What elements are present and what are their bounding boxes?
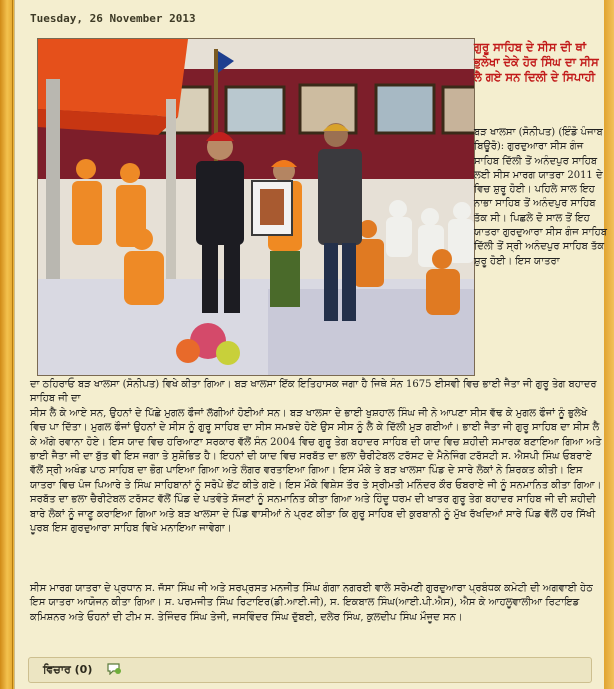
post-intro-text: ਬੜ ਖਾਲਸਾ (ਸੋਨੀਪਤ) (ਇੰਡੋ ਪੰਜਾਬ ਬਿਊਰੋ): ਗੁਰਦੁਆਰਾ ਸੀਸ ਗੰਜ ਸਾਹਿਬ ਦਿੱਲੀ ਤੋਂ ਅਨੰਦਪੁਰ ਸਾਹਿਬ ਲਈ ਸੀਸ ਮਾਰਗ ਯਾਤਰਾ 2011 ਦੇ ਵਿਚ ਸ਼ੁਰੂ ਹੋਈ। ਪਹਿਲੇ ਸਾਲ ਇਹ ਨਾਭਾ ਸਾਹਿਬ ਤੋਂ ਅਨੰਦਪੁਰ ਸਾਹਿਬ ਤੱਕ ਸੀ। ਪਿਛਲੇ ਦੋ ਸਾਲ ਤੋਂ ਇਹ ਯਾਤਰਾ ਗੁਰਦੁਆਰਾ ਸੀਸ ਗੰਜ ਸਾਹਿਬ ਦਿੱਲੀ ਤੋਂ ਸ੍ਰੀ ਅਨੰਦਪੁਰ ਸਾਹਿਬ ਤੱਕ ਸ਼ੁਰੂ ਹੋਈ। ਇਸ ਯਾਤਰਾ (474, 127, 608, 267)
post-body-paragraph-2: ਸੀਸ ਮਾਰਗ ਯਾਤਰਾ ਦੇ ਪ੍ਰਧਾਨ ਸ. ਜੱਸਾ ਸਿੰਘ ਜੀ ਅਤੇ ਸਰਪ੍ਰਸਤ ਮਨਜੀਤ ਸਿੰਘ ਗੰਗਾ ਨਗਰਈ ਵਾਲੇ ਸਰੋਮਣੀ ਗੁਰਦੁਆਰਾ ਪ੍ਰਬੰਧਕ ਕਮੇਟੀ ਦੀ ਅਗਵਾਈ ਹੇਠ ਇਸ ਯਾਤਰਾ ਆਯੋਜਨ ਕੀਤਾ ਗਿਆ। ਸ. ਪਰਮਜੀਤ ਸਿੰਘ ਰਿਟਾਇਰ(ਡੀ.ਆਈ.ਜੀ), ਸ. ਇਕਬਾਲ ਸਿੰਘ(ਆਈ.ਪੀ.ਐਸ), ਐਸ ਕੇ ਆਹਲੂਵਾਲੀਆ ਰਿਟਾਇਡ ਕਮਿਸ਼ਨਰ ਅਤੇ ਓਹਨਾਂ ਦੀ ਟੀਮ ਸ. ਤੇਜਿੰਦਰ ਸਿੰਘ ਤੇਜੀ, ਜਸਵਿੰਦਰ ਸਿੰਘ ਦੁੱਬਈ, ਦਲੇਰ ਸਿੰਘ, ਕੁਲਦੀਪ ਸਿੰਘ ਮੌਜੂਦ ਸਨ। (30, 583, 593, 623)
right-border (604, 0, 614, 689)
left-border (0, 0, 13, 689)
comment-bubble-icon[interactable] (107, 663, 121, 675)
post-date: Tuesday, 26 November 2013 (30, 12, 196, 25)
comments-bar (28, 657, 592, 683)
comments-link[interactable]: ਵਿਚਾਰ (0) (43, 663, 93, 676)
post-photo (37, 38, 475, 376)
post-title[interactable]: ਗੁਰੂ ਸਾਹਿਬ ਦੇ ਸੀਸ ਦੀ ਥਾਂ ਭੁਲੇਖਾ ਦੇਕੇ ਹੋਰ ਸਿੰਘ ਦਾ ਸੀਸ ਲੈ ਗਏ ਸਨ ਦਿਲੀ ਦੇ ਸਿਪਾਹੀ (474, 40, 599, 84)
post-body-paragraph-1: ਦਾ ਠਹਿਰਾਓ ਬੜ ਖਾਲਸਾ (ਸੋਨੀਪਤ) ਵਿਖੇ ਕੀਤਾ ਗਿਆ। ਬੜ ਖਾਲਸਾ ਇੱਕ ਇਤਿਹਾਸਕ ਜਗਾ ਹੈ ਜਿਥੇ ਸੰਨ 1675 ਈਸਵੀ ਵਿਚ ਭਾਈ ਜੈਤਾ ਜੀ ਗੁਰੂ ਤੇਗ ਬਹਾਦਰ ਸਾਹਿਬ ਜੀ ਦਾ ਸੀਸ ਲੈ ਕੇ ਆਏ ਸਨ, ਉਹਨਾਂ ਦੇ ਪਿੱਛੇ ਮੁਗਲ ਫੌਜਾਂ ਲੱਗੀਆਂ ਹੋਈਆਂ ਸਨ। ਬੜ ਖਾਲਸਾ ਦੇ ਭਾਈ ਖੁਸ਼ਹਾਲ ਸਿੰਘ ਜੀ ਨੇ ਆਪਣਾ ਸੀਸ ਵੱਢ ਕੇ ਮੁਗਲ ਫੌਜਾਂ ਨੂੰ ਭੁਲੇਖੇ ਵਿਚ ਪਾ ਦਿੱਤਾ। ਮੁਗਲ ਫੌਜਾਂ ਉਹਨਾਂ ਦੇ ਸੀਸ ਨੂੰ ਗੁਰੂ ਸਾਹਿਬ ਦਾ ਸੀਸ ਸਮਝਦੇ ਹੋਏ ਉਸ ਸੀਸ ਨੂੰ ਲੈ ਕੇ ਦਿੱਲੀ ਮੁੜ ਗਈਆਂ। ਭਾਈ ਜੈਤਾ ਜੀ ਗੁਰੂ ਸਾਹਿਬ ਦਾ ਸੀਸ ਲੈ ਕੇ ਅੱਗੇ ਰਵਾਨਾ ਹੋਏ। ਇਸ ਯਾਦ ਵਿਚ ਹਰਿਆਣਾ ਸਰਕਾਰ ਵੱਲੋਂ ਸੰਨ 2004 ਵਿਚ ਗੁਰੂ ਤੇਗ ਬਹਾਦਰ ਸਾਹਿਬ ਦੀ ਯਾਦ ਵਿਚ ਸ਼ਹੀਦੀ ਸਮਾਰਕ ਬਣਾਇਆ ਗਿਆ ਅਤੇ ਭਾਈ ਜੈਤਾ ਜੀ ਦਾ ਬੁੱਤ ਵੀ ਇਸ ਜਗਾ ਤੇ ਸੁਸ਼ੋਭਿਤ ਹੈ। ਇਹਨਾਂ ਦੀ ਯਾਦ ਵਿਚ ਸਰਬੱਤ ਦਾ ਭਲਾ ਚੈਰੀਟੇਬਲ ਟਰੱਸਟ ਦੇ ਮੈਨੇਜਿੰਗ ਟਰੱਸਟੀ ਸ. ਐਸਪੀ ਸਿੰਘ ਓਬਰਾਏ ਵੱਲੋਂ ਸ੍ਰੀ ਅਖੰਡ ਪਾਠ ਸਾਹਿਬ ਦਾ ਭੋਗ ਪਾਇਆ ਗਿਆ ਅਤੇ ਲੰਗਰ ਵਰਤਾਇਆ ਗਿਆ। ਇਸ ਮੌਕੇ ਤੇ ਬੜ ਖਾਲਸਾ ਪਿੰਡ ਦੇ ਸਾਰੇ ਲੋਕਾਂ ਨੇ ਸ਼ਿਰਕਤ ਕੀਤੀ। ਇਸ ਯਾਤਰਾ ਵਿਚ ਪੰਜ ਪਿਆਰੇ ਤੇ ਸਿੰਘ ਸਾਹਿਬਾਨਾਂ ਨੂੰ ਸਰੋਪੇ ਭੇਂਟ ਕੀਤੇ ਗਏ। ਇਸ ਮੌਕੇ ਵਿਸ਼ੇਸ ਤੌਰ ਤੇ ਸ੍ਰੀਮਤੀ ਮਨਿੰਦਰ ਕੌਰ ਓਬਰਾਏ ਜੀ ਨੂੰ ਸਨਮਾਨਿਤ ਕੀਤਾ ਗਿਆ। ਸਰਬੱਤ ਦਾ ਭਲਾ ਚੈਰੀਟੇਬਲ ਟਰੱਸਟ ਵੱਲੋਂ ਪਿੰਡ ਦੇ ਪਤਵੰਤੇ ਸੱਜਣਾਂ ਨੂੰ ਸਨਮਾਨਿਤ ਕੀਤਾ ਗਿਆ ਅਤੇ ਹਿੰਦੂ ਧਰਮ ਦੀ ਖਾਤਰ ਗੁਰੂ ਤੇਗ ਬਹਾਦਰ ਸਾਹਿਬ ਜੀ ਦੀ ਸ਼ਹੀਦੀ ਬਾਰੇ ਲੋਕਾਂ ਨੂੰ ਜਾਣੂ ਕਰਾਇਆ ਗਿਆ ਅਤੇ ਬੜ ਖਾਲਸਾ ਦੇ ਪਿੰਡ ਵਾਸੀਆਂ ਨੇ ਪ੍ਰਣ ਕੀਤਾ ਕਿ ਗੁਰੂ ਸਾਹਿਬ ਦੀ ਕੁਰਬਾਨੀ ਨੂੰ ਮੁੱਖ ਰੱਖਦਿਆਂ ਸਾਰੇ ਪਿੰਡ ਵੱਲੋਂ ਹਰ ਸਿੱਖੀ ਪੂਰਬ ਇਸ ਗੁਰਦੁਆਰਾ ਸਾਹਿਬ ਵਿਖੇ ਮਨਾਇਆ ਜਾਵੇਗਾ। (30, 379, 602, 535)
